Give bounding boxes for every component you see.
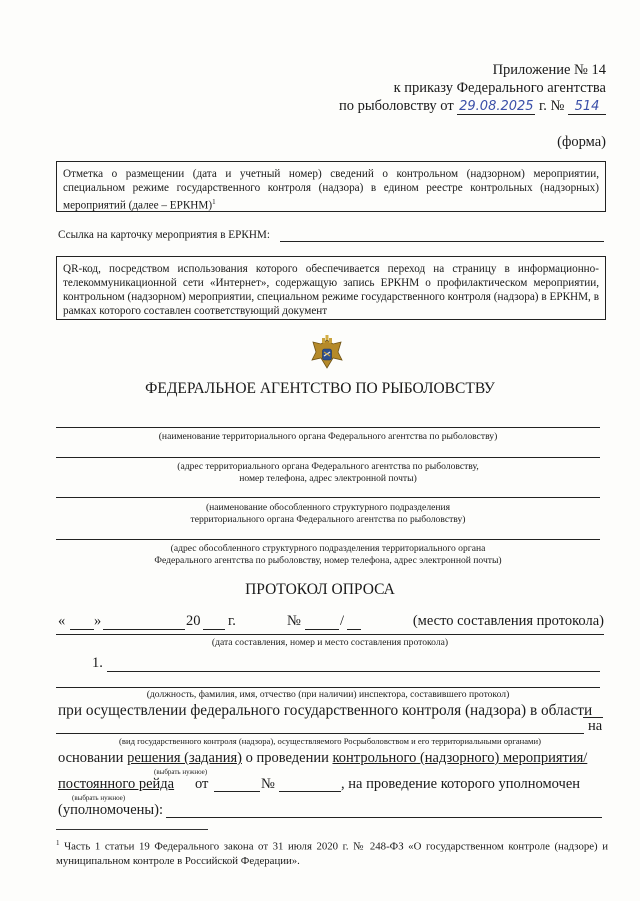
about-conducting: о проведении: [245, 750, 329, 766]
territorial-organ-address-field[interactable]: [56, 457, 600, 458]
qr-code-text: QR-код, посредством использования которого обеспечивается переход на страницу в информационно-телекоммуникационной сети «Интернет», содержащую запись ЕРКНМ о профилактическом мероприятии, контрольном (надзорном) мероприятии, специальном режиме государственного контроля (надзора) в ЕРКНМ, в рамках которого составлен соответствующий документ: [63, 263, 599, 317]
from-label: от: [195, 776, 209, 792]
header-line2: к приказу Федерального агентства: [393, 80, 606, 96]
caption-control-type: (вид государственного контроля (надзора), осуществляемого Росрыболовством и его территориальными органами): [119, 736, 541, 746]
footnote: [56, 836, 608, 868]
footnote-ref: 1: [212, 198, 216, 206]
erknm-link-field[interactable]: [280, 241, 604, 242]
month-field[interactable]: [103, 629, 185, 630]
footnote-text: Часть 1 статьи 19 Федерального закона от 31 июля 2020 г. № 248-ФЗ «О государственном контроле (надзоре) и муниципальном контроле в Российской Федерации».: [56, 840, 608, 867]
protocol-number-field[interactable]: [305, 629, 339, 630]
basis-line: [58, 750, 587, 767]
permanent-raid-option[interactable]: постоянного рейда: [58, 776, 175, 792]
date-row-underline: [56, 634, 604, 635]
qr-code-box: [56, 256, 606, 320]
day-field[interactable]: [70, 629, 94, 630]
order-number-handwritten: 514: [568, 99, 606, 115]
open-quote: «: [58, 613, 66, 629]
year-prefix: 20: [186, 613, 201, 629]
header-line1: Приложение № 14: [492, 62, 606, 78]
decision-option[interactable]: решения (задания): [127, 750, 242, 766]
na-label: на: [588, 718, 603, 734]
authorized-persons-field[interactable]: [166, 817, 602, 818]
control-type-field[interactable]: [56, 733, 584, 734]
select-hint-1: (выбрать нужное): [154, 768, 208, 776]
caption-territorial-organ-address-2: номер телефона, адрес электронной почты): [239, 473, 417, 484]
header-line3: [339, 98, 606, 115]
item-1-number: 1.: [92, 655, 103, 671]
caption-subdivision-address-1: (адрес обособленного структурного подразделения территориального органа: [170, 543, 486, 554]
subdivision-address-field[interactable]: [56, 539, 600, 540]
control-event-option[interactable]: контрольного (надзорного) мероприятия/: [332, 750, 588, 766]
decision-number-field[interactable]: [279, 791, 341, 792]
caption-subdivision-name-2: территориального органа Федерального агентства по рыболовству): [190, 514, 466, 525]
caption-subdivision-address-2: Федерального агентства по рыболовству, номер телефона, адрес электронной почты): [154, 555, 502, 566]
authorized-text: , на проведение которого уполномочен: [341, 776, 581, 792]
year-field[interactable]: [203, 629, 225, 630]
agency-title: ФЕДЕРАЛЬНОЕ АГЕНТСТВО ПО РЫБОЛОВСТВУ: [145, 380, 495, 397]
control-sentence-line1: при осуществлении федерального государственного контроля (надзора) в области: [58, 702, 593, 719]
erknm-link-label: Ссылка на карточку мероприятия в ЕРКНМ:: [58, 229, 270, 241]
caption-subdivision-name-1: (наименование обособленного структурного подразделения: [205, 502, 451, 513]
caption-date-number-place: (дата составления, номер и место составления протокола): [211, 637, 449, 648]
protocol-title: ПРОТОКОЛ ОПРОСА: [245, 581, 395, 598]
footnote-number: 1: [56, 839, 60, 847]
number-sign: №: [287, 613, 301, 629]
select-hint-2: (выбрать нужное): [72, 794, 126, 802]
erknm-mark-text: Отметка о размещении (дата и учетный номер) сведений о контрольном (надзорном) мероприятии, специальном режиме государственного контроля (надзора) в едином реестре контрольных (надзорных) мероприятий (далее – ЕРКНМ): [63, 168, 599, 212]
decision-number-label: №: [261, 776, 275, 792]
year-suffix: г.: [228, 613, 236, 629]
basis-word: основании: [58, 750, 124, 766]
caption-territorial-organ-name: (наименование территориального органа Федерального агентства по рыболовству): [158, 431, 498, 442]
decision-date-field[interactable]: [214, 791, 260, 792]
form-label: (форма): [557, 134, 606, 150]
order-date-handwritten: 29.08.2025: [459, 99, 534, 114]
raid-line: [58, 776, 174, 793]
protocol-subnumber-field[interactable]: [347, 629, 361, 630]
erknm-mark-box: [56, 161, 606, 212]
header-order-number-label: г. №: [538, 98, 565, 114]
footnote-divider: [56, 829, 208, 830]
inspector-field-line2[interactable]: [56, 687, 600, 688]
authorized-plural-label: (уполномочены):: [58, 802, 164, 818]
subdivision-name-field[interactable]: [56, 497, 600, 498]
caption-territorial-organ-address-1: (адрес территориального органа Федерального агентства по рыболовству,: [177, 461, 479, 472]
caption-inspector: (должность, фамилия, имя, отчество (при наличии) инспектора, составившего протокол): [146, 689, 510, 700]
inspector-field-line1[interactable]: [107, 671, 600, 672]
place-label: (место составления протокола): [412, 613, 604, 629]
coat-of-arms-emblem-icon: [307, 334, 347, 374]
number-slash: /: [340, 613, 345, 629]
close-quote: »: [94, 613, 102, 629]
territorial-organ-name-field[interactable]: [56, 427, 600, 428]
header-order-prefix: по рыболовству от: [339, 98, 454, 114]
